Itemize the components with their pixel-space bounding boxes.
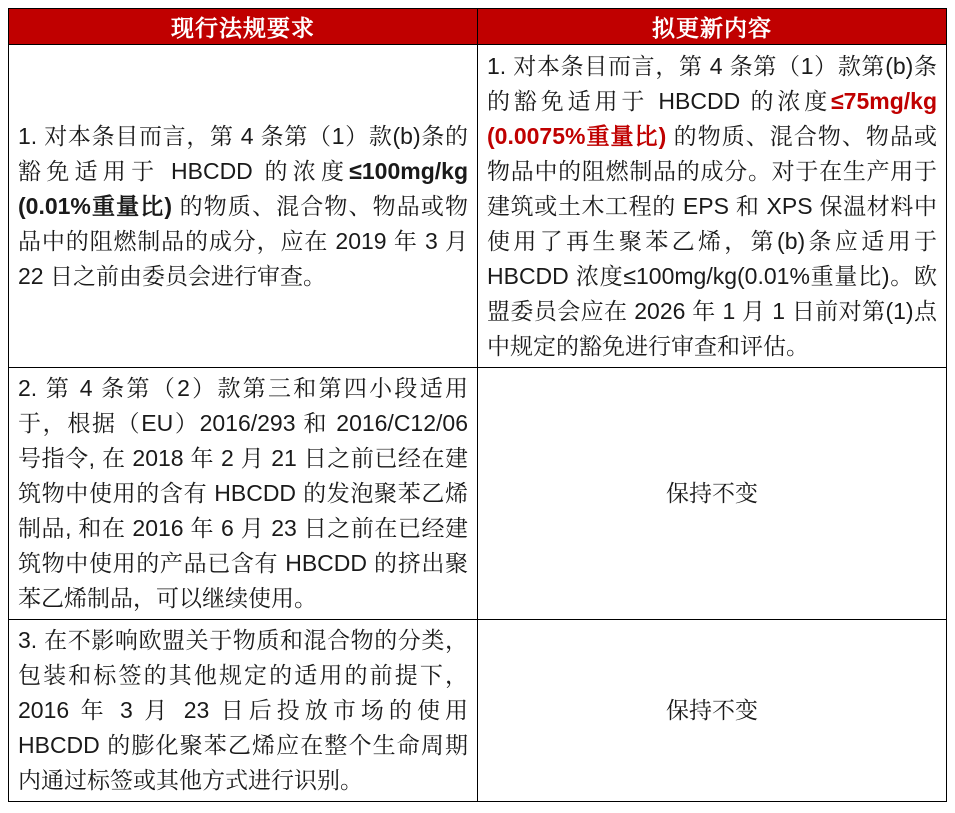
proposed-update-item-1 [478,45,947,368]
item-2-unchanged-label: 保持不变 [666,480,758,506]
column-header-current-regulation: 现行法规要求 [9,9,478,45]
table-row [9,45,947,368]
table-row [9,368,947,620]
item-1-proposed-text-post: 的物质、混合物、物品或物品中的阻燃制品的成分。对于在生产用于建筑或土木工程的 EPS 和 XPS 保温材料中使用了再生聚苯乙烯，第(b)条应适用于 HBCDD 浓度≤100mg/kg(0.01%重量比)。欧盟委员会应在 2026 年 1 月 1 日前对第(1)点中规定的豁免进行审查和评估。 [487,122,937,359]
proposed-update-item-2 [478,368,947,620]
item-1-current-text-post: 的物质、混合物、物品或物品中的阻燃制品的成分，应在 2019 年 3 月 22 日之前由委员会进行审查。 [18,192,468,289]
item-1-current-text-pre: 1. 对本条目而言，第 4 条第（1）款(b)条的豁免适用于 HBCDD 的浓度 [18,122,468,184]
regulation-comparison-table [8,8,947,802]
current-regulation-item-1 [9,45,478,368]
table-header-row [9,9,947,45]
proposed-update-item-3 [478,620,947,802]
item-1-proposed-text-pre: 1. 对本条目而言，第 4 条第（1）款第(b)条的豁免适用于 HBCDD 的浓度 [487,52,937,114]
item-3-current-text: 3. 在不影响欧盟关于物质和混合物的分类，包装和标签的其他规定的适用的前提下，2016 年 3 月 23 日后投放市场的使用 HBCDD 的膨化聚苯乙烯应在整个生命周期内通过标签或其他方式进行识别。 [18,627,468,793]
column-header-proposed-update: 拟更新内容 [478,9,947,45]
item-2-current-text: 2. 第 4 条第（2）款第三和第四小段适用于，根据（EU）2016/293 和 2016/C12/06 号指令, 在 2018 年 2 月 21 日之前已经在建筑物中使用的含有 HBCDD 的发泡聚苯乙烯制品, 和在 2016 年 6 月 23 日之前在已经建筑物中使用的产品已含有 HBCDD 的挤出聚苯乙烯制品，可以继续使用。 [18,375,468,611]
item-1-current-limit-highlight: ≤100mg/kg (0.01%重量比) [18,157,468,219]
table-row [9,620,947,802]
current-regulation-item-2 [9,368,478,620]
item-1-proposed-limit-highlight: ≤75mg/kg (0.0075%重量比) [487,87,937,149]
item-3-unchanged-label: 保持不变 [666,697,758,723]
current-regulation-item-3 [9,620,478,802]
